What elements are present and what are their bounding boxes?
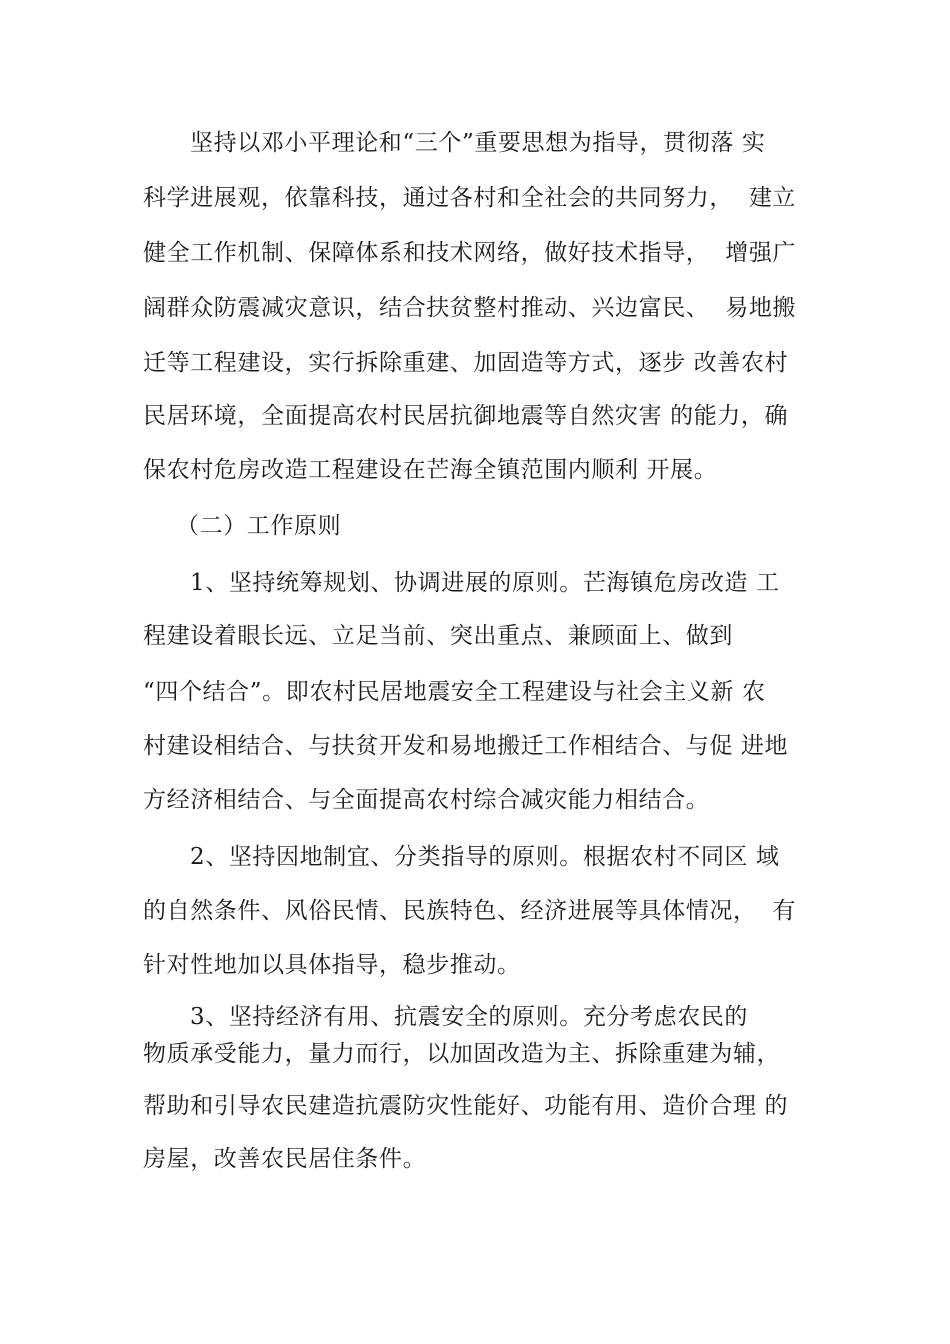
paragraph-line: 物质承受能力，量力而行，以加固改造为主、拆除重建为辅， — [143, 1041, 781, 1067]
paragraph-line: 村建设相结合、与扶贫开发和易地搬迁工作相结合、与促 进地 — [143, 733, 789, 759]
paragraph-line: “四个结合”。即农村民居地震安全工程建设与社会主义新 农 — [143, 679, 766, 705]
paragraph-line: 的自然条件、风俗民情、民族特色、经济进展等具体情况， 有 — [143, 898, 797, 924]
paragraph-line: 1、坚持统筹规划、协调进展的原则。芒海镇危房改造 工 — [190, 570, 780, 596]
paragraph-line: 房屋，改善农民居住条件。 — [143, 1146, 427, 1172]
paragraph-line: 健全工作机制、保障体系和技术网络，做好技术指导， 增强广 — [143, 240, 797, 266]
paragraph-line: 2、坚持因地制宜、分类指导的原则。根据农村不同区 域 — [190, 844, 780, 870]
paragraph-line: 阔群众防震减灾意识，结合扶贫整村推动、兴边富民、 易地搬 — [143, 295, 797, 321]
paragraph-line: 民居环境，全面提高农村民居抗御地震等自然灾害 的能力，确 — [143, 403, 789, 429]
paragraph-line: 科学进展观，依靠科技，通过各村和全社会的共同努力， 建立 — [143, 185, 797, 211]
paragraph-line: 程建设着眼长远、立足当前、突出重点、兼顾面上、做到 — [143, 623, 733, 649]
paragraph-line: 针对性地加以具体指导，稳步推动。 — [143, 952, 521, 978]
paragraph-line: 方经济相结合、与全面提高农村综合减灾能力相结合。 — [143, 787, 710, 813]
paragraph-line: 迁等工程建设，实行拆除重建、加固造等方式，逐步 改善农村 — [143, 350, 789, 376]
paragraph-line: 3、坚持经济有用、抗震安全的原则。充分考虑农民的 — [190, 1004, 749, 1030]
paragraph-line: 保农村危房改造工程建设在芒海全镇范围内顺利 开展。 — [143, 457, 718, 483]
paragraph-line: 坚持以邓小平理论和“三个”重要思想为指导，贯彻落 实 — [190, 130, 766, 156]
paragraph-line: 帮助和引导农民建造抗震防灾性能好、功能有用、造价合理 的 — [143, 1093, 789, 1119]
section-heading: （二）工作原则 — [176, 513, 342, 539]
